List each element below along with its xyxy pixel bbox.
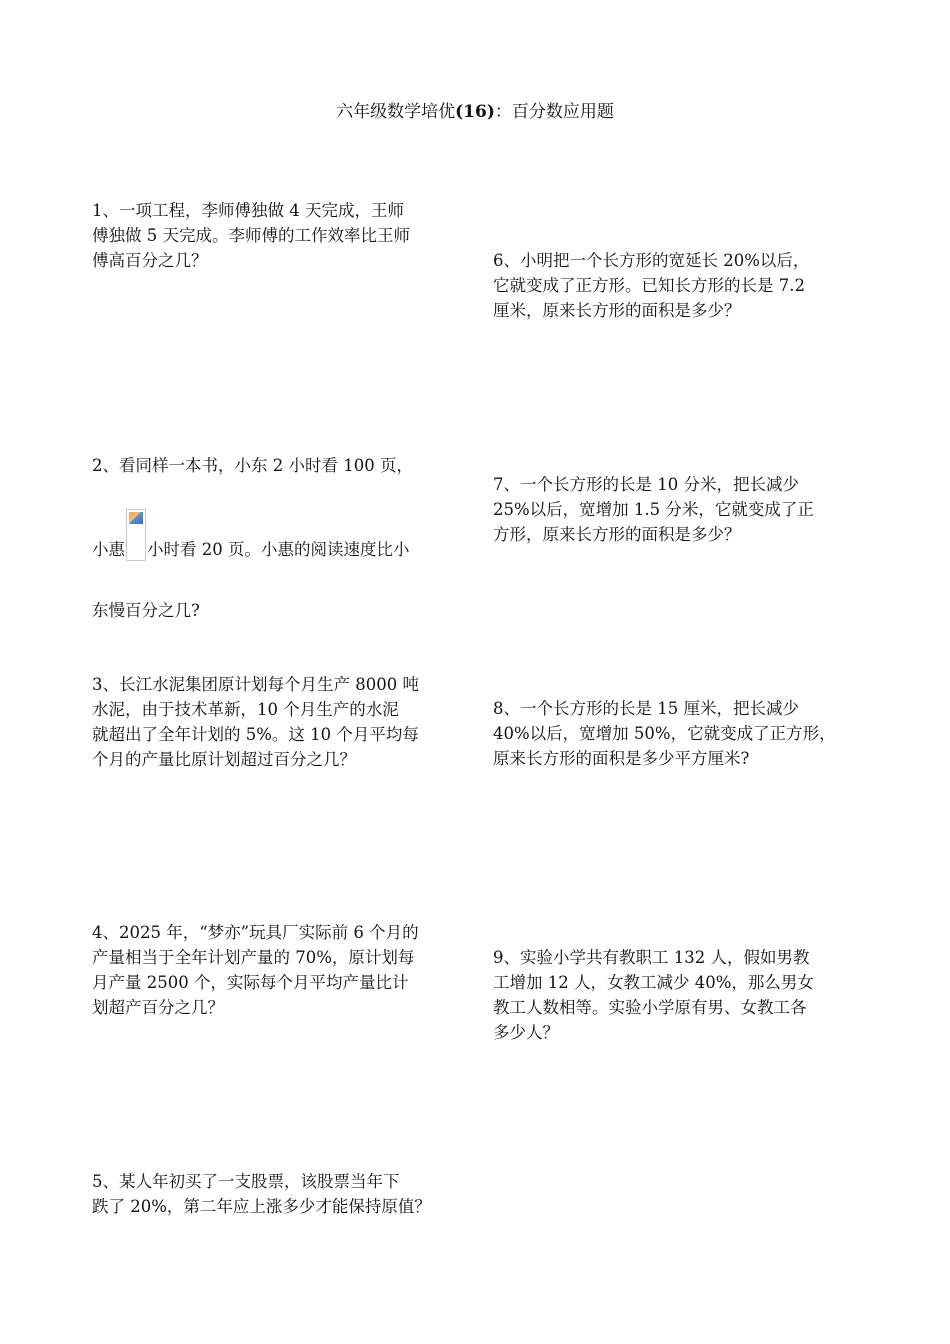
problem-2-line-3: 东慢百分之几? <box>92 601 200 620</box>
problem-1: 1、一项工程，李师傅独做 4 天完成，王师 傅独做 5 天完成。李师傅的工作效率比王师 傅高百分之几？ <box>92 201 410 270</box>
problem-5: 5、某人年初买了一支股票，该股票当年下 跌了 20%，第二年应上涨多少才能保持原值？ <box>92 1172 431 1216</box>
problem-2-line-2a: 小惠 <box>92 540 125 559</box>
problem-4: 4、2025 年，“梦亦”玩具厂实际前 6 个月的 产量相当于全年计划产量的 70%，原计划每 月产量 2500 个，实际每个月平均产量比计 划超产百分之几？ <box>92 923 419 1017</box>
problem-9: 9、实验小学共有教职工 132 人，假如男教 工增加 12 人，女教工减少 40%，那么男女 教工人数相等。实验小学原有男、女教工各 多少人？ <box>493 948 814 1042</box>
problem-6: 6、小明把一个长方形的宽延长 20%以后， 它就变成了正方形。已知长方形的长是 7.2 厘米，原来长方形的面积是多少？ <box>493 251 810 320</box>
problem-2 <box>92 423 472 654</box>
problem-3: 3、长江水泥集团原计划每个月生产 8000 吨 水泥，由于技术革新，10 个月生产的水泥 就超出了全年计划的 5%。这 10 个月平均每 个月的产量比原计划超过百分之几？ <box>92 675 419 769</box>
page-title: 六年级数学培优(16)：百分数应用题 <box>336 102 614 122</box>
problem-2-line-1: 2、看同样一本书，小东 2 小时看 100 页， <box>92 456 413 475</box>
problem-2-line-2b: 小时看 20 页。小惠的阅读速度比小 <box>147 540 410 559</box>
problem-8: 8、一个长方形的长是 15 厘米，把长减少 40%以后，宽增加 50%，它就变成了正方形， 原来长方形的面积是多少平方厘米? <box>493 699 836 768</box>
broken-image-icon <box>126 509 146 561</box>
problem-7: 7、一个长方形的长是 10 分米，把长减少 25%以后，宽增加 1.5 分米，它就变成了正 方形，原来长方形的面积是多少？ <box>493 475 814 544</box>
